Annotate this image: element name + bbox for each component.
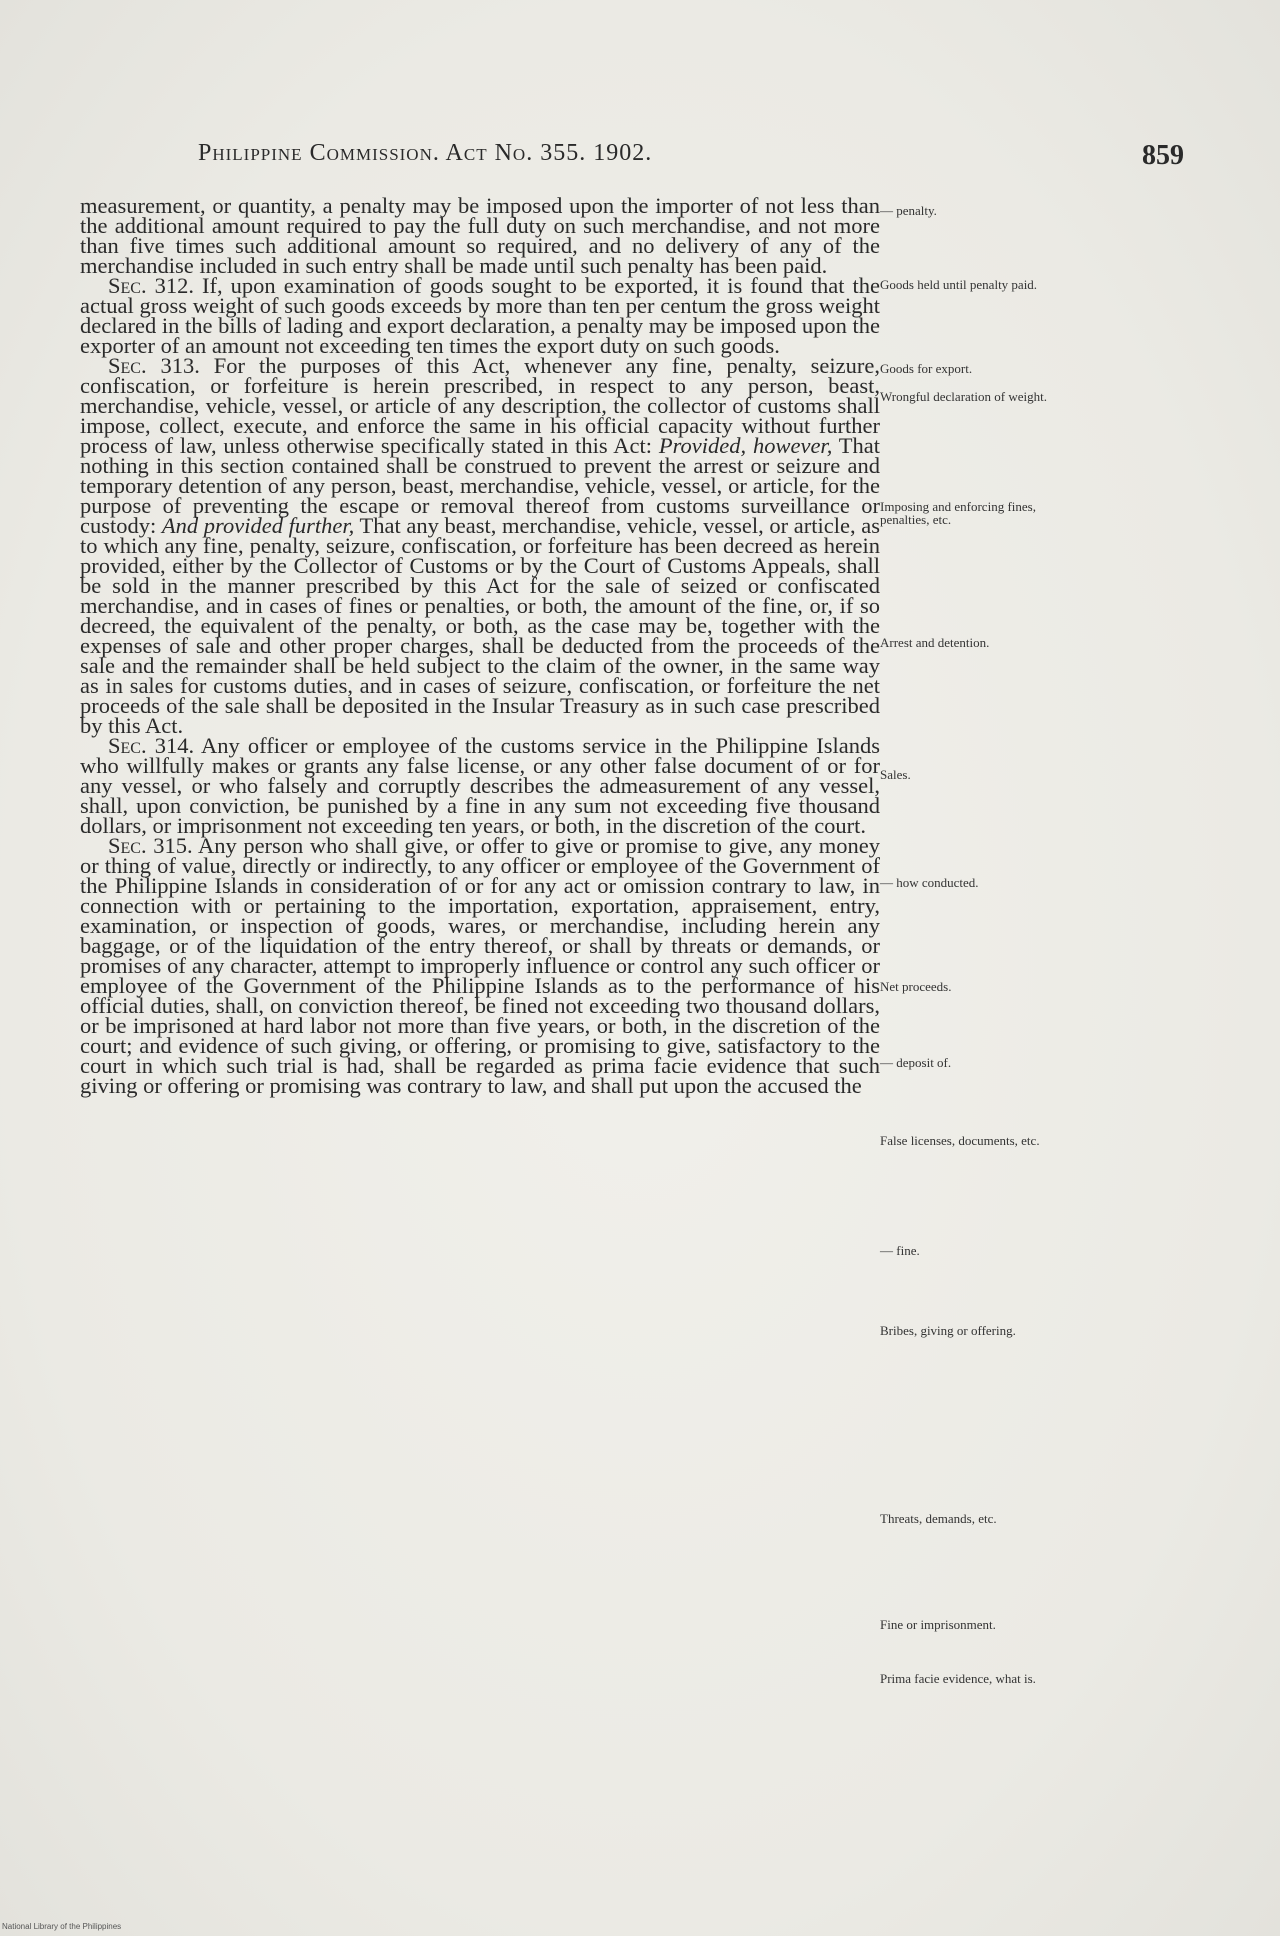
scan-footer: National Library of the Philippines bbox=[2, 1922, 122, 1931]
section-number: Sec. 313. bbox=[108, 353, 200, 378]
body-text bbox=[80, 193, 881, 1098]
margin-note: Bribes, giving or offering. bbox=[880, 1323, 1016, 1338]
section-number: Sec. 314. bbox=[108, 733, 195, 758]
margin-note: Wrongful declaration of weight. bbox=[880, 389, 1047, 404]
paragraph-text: Any person who shall give, or offer to give or promise to give, any money or thing of value, directly or indirectly, to any officer or employee of the Government of the Philippine Islands in consideration of or for any act or omission contrary to law, in connection with or pertaining to the importation, exportation, appraisement, entry, examination, or inspection of goods, wares, or merchandise, including herein any baggage, or of the liquidation of the entry thereof, or shall by threats or demands, or promises of any character, attempt to improperly influence or control any such officer or employee of the Government of the Philippine Islands as to the performance of his official duties, shall, on conviction thereof, be fined not exceeding two thousand dollars, or be imprisoned at hard labor not more than five years, or both, in the discretion of the court; and evidence of such giving, or offering, or promising to give, satisfactory to the court in which such trial is had, shall be regarded as prima facie evidence that such giving or offering or promising was contrary to law, and shall put upon the accused the bbox=[80, 833, 880, 1098]
paragraph-text: Any officer or employee of the customs service in the Philippine Islands who willfully makes or grants any false license, or any other false document of or for any vessel, or who falsely and corruptly describes the admeasurement of any vessel, shall, upon conviction, be punished by a fine in any sum not exceeding five thousand dollars, or imprisonment not exceeding ten years, or both, in the discretion of the court. bbox=[80, 733, 880, 838]
margin-note: False licenses, documents, etc. bbox=[880, 1133, 1040, 1148]
proviso-italic: And provided further, bbox=[161, 513, 355, 538]
margin-note: Fine or imprisonment. bbox=[880, 1617, 996, 1632]
running-head-title: Philippine Commission. Act No. 355. 1902. bbox=[198, 140, 653, 166]
margin-note: Threats, demands, etc. bbox=[880, 1511, 997, 1526]
margin-note: — fine. bbox=[880, 1243, 920, 1258]
margin-note: Arrest and detention. bbox=[880, 635, 990, 650]
margin-note: — how conducted. bbox=[880, 875, 979, 890]
margin-note: Prima facie evidence, what is. bbox=[880, 1671, 1036, 1686]
paragraph-text: That any beast, merchandise, vehicle, vessel, or article, as to which any fine, penalty, seizure, confiscation, or forfeiture has been decreed as herein provided, either by the Collector of Customs or by the Court of Customs Appeals, shall be sold in the manner prescribed by this Act for the sale of seized or confiscated merchandise, and in cases of fines or penalties, or both, the amount of the fine, or, if so decreed, the equivalent of the penalty, or both, as the case may be, together with the expenses of sale and other proper charges, shall be deducted from the proceeds of the sale and the remainder shall be held subject to the claim of the owner, in the same way as in sales for customs duties, and in cases of seizure, confiscation, or forfeiture the net proceeds of the sale shall be deposited in the Insular Treasury as in such case prescribed by this Act. bbox=[80, 513, 881, 738]
section-314 bbox=[80, 733, 880, 838]
section-312 bbox=[80, 273, 881, 358]
margin-note: — penalty. bbox=[880, 203, 937, 218]
section-315 bbox=[80, 833, 880, 1098]
section-number: Sec. 315. bbox=[108, 833, 193, 858]
margin-note: Imposing and enforcing fines, penalties, etc. bbox=[880, 499, 1036, 527]
margin-note: Goods for export. bbox=[880, 361, 973, 376]
paragraph-text: If, upon examination of goods sought to be exported, it is found that the actual gross weight of such goods exceeds by more than ten per centum the gross weight declared in the bills of lading and export declaration, a penalty may be imposed upon the exporter of an amount not exceeding ten times the export duty on such goods. bbox=[80, 273, 881, 358]
paragraph-text: That nothing in this section contained shall be construed to prevent the arrest or seizure and temporary detention of any person, beast, merchandise, vehicle, vessel, or article, for the purpose of preventing the escape or removal thereof from customs surveillance or custody: bbox=[80, 433, 881, 538]
paragraph-text: measurement, or quantity, a penalty may be imposed upon the importer of not less than the additional amount required to pay the full duty on such merchandise, and not more than five times such additional amount so required, and no delivery of any of the merchandise included in such entry shall be made until such penalty has been paid. bbox=[80, 193, 880, 278]
section-number: Sec. 312. bbox=[108, 273, 194, 298]
proviso-italic: Provided, however, bbox=[658, 433, 833, 458]
page-number: 859 bbox=[1142, 140, 1184, 171]
margin-note: Goods held until penalty paid. bbox=[880, 277, 1038, 292]
section-313 bbox=[80, 353, 881, 738]
margin-notes bbox=[880, 0, 1090, 1936]
margin-note: — deposit of. bbox=[880, 1055, 952, 1070]
paragraph-continuation bbox=[80, 193, 880, 278]
paragraph-text: For the purposes of this Act, whenever any fine, penalty, seizure, confiscation, or forfeiture is herein prescribed, in respect to any person, beast, merchandise, vehicle, vessel, or article of any description, the collector of customs shall impose, collect, execute, and enforce the same in his official capacity without further process of law, unless otherwise specifically stated in this Act: bbox=[80, 353, 881, 458]
margin-note: Net proceeds. bbox=[880, 979, 952, 994]
margin-note: Sales. bbox=[880, 767, 911, 782]
